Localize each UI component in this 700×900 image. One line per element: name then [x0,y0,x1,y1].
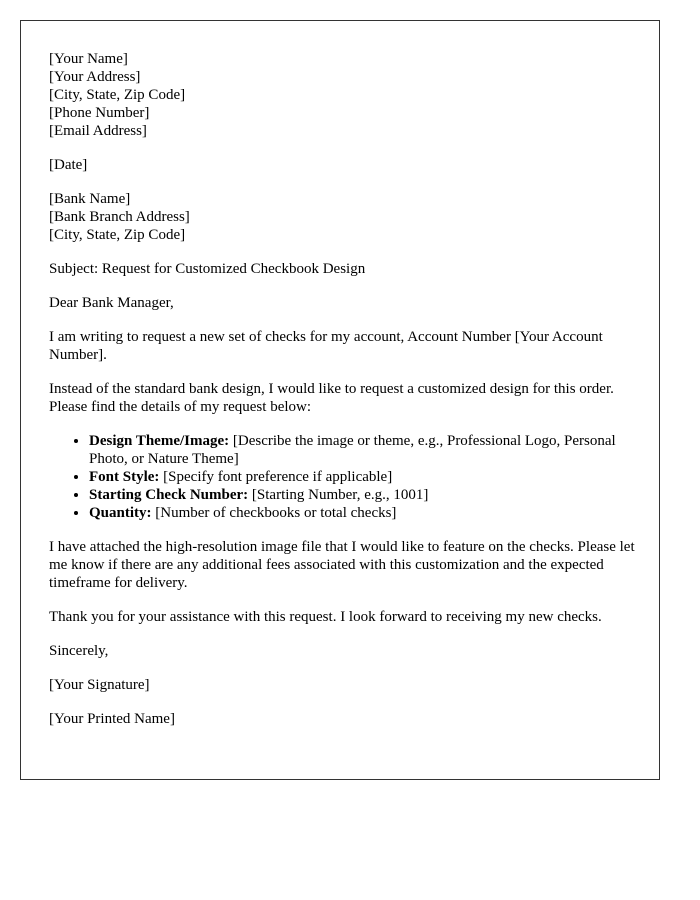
list-item [89,486,639,504]
detail-text: [Starting Number, e.g., 1001] [248,487,429,503]
detail-text: [Specify font preference if applicable] [159,469,393,485]
paragraph-design-request: Instead of the standard bank design, I would like to request a customized design for this order. Please find the details of my request below: [49,381,614,415]
sender-address: [Your Address] [49,69,141,85]
detail-label: Design Theme/Image: [89,433,230,449]
subject-line: Subject: Request for Customized Checkbook Design [49,261,366,277]
paragraph-attachment: I have attached the high-resolution image file that I would like to feature on the checks. Please let me know if there are any additional fees associated with this customization and the expected timeframe for delivery. [49,539,635,591]
detail-text: [Number of checkbooks or total checks] [151,505,397,521]
sender-name: [Your Name] [49,51,128,67]
sender-email: [Email Address] [49,123,147,139]
letter-page [20,20,660,780]
detail-label: Font Style: [89,469,160,485]
recipient-city-state-zip: [City, State, Zip Code] [49,227,186,243]
recipient-bank-name: [Bank Name] [49,191,131,207]
recipient-branch-address: [Bank Branch Address] [49,209,190,225]
date-block [49,156,639,174]
detail-label: Starting Check Number: [89,487,249,503]
list-item [89,468,639,486]
closing: Sincerely, [49,643,109,659]
sender-phone: [Phone Number] [49,105,150,121]
recipient-block [49,190,639,244]
details-list [49,432,639,522]
detail-text: [Describe the image or theme, e.g., Professional Logo, Personal Photo, or Nature Theme] [89,433,616,467]
letter-content [49,50,639,744]
letter-date: [Date] [49,157,88,173]
printed-name: [Your Printed Name] [49,711,175,727]
list-item [89,432,639,468]
signature: [Your Signature] [49,677,150,693]
list-item [89,504,639,522]
paragraph-thanks: Thank you for your assistance with this request. I look forward to receiving my new checks. [49,609,602,625]
sender-block [49,50,639,140]
sender-city-state-zip: [City, State, Zip Code] [49,87,186,103]
paragraph-account: I am writing to request a new set of checks for my account, Account Number [Your Account Number]. [49,329,603,363]
detail-label: Quantity: [89,505,152,521]
salutation: Dear Bank Manager, [49,295,174,311]
